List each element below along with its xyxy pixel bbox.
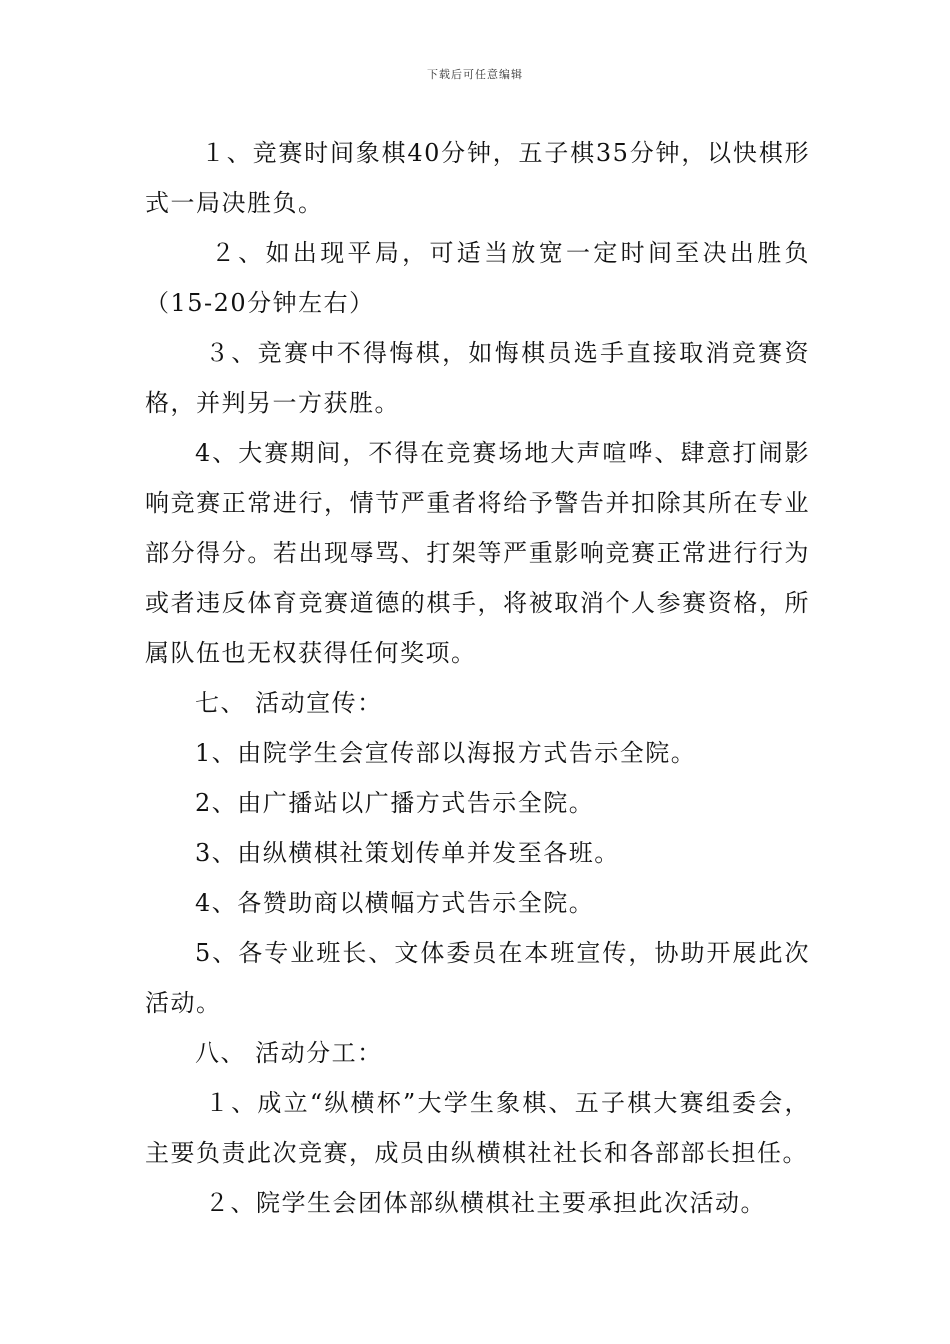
promotion-item-3: 3、由纵横棋社策划传单并发至各班。 [195, 839, 620, 867]
rule-paragraph-2: ２、如出现平局，可适当放宽一定时间至决出胜负（15-20分钟左右） [145, 239, 810, 317]
promotion-item-4: 4、各赞助商以横幅方式告示全院。 [195, 889, 595, 917]
rule-paragraph-3: ３、竞赛中不得悔棋，如悔棋员选手直接取消竞赛资格，并判另一方获胜。 [145, 339, 810, 417]
document-body [145, 128, 810, 1228]
division-item-1: １、成立“纵横杯”大学生象棋、五子棋大赛组委会，主要负责此次竞赛，成员由纵横棋社社长和各部部长担任。 [145, 1089, 810, 1167]
section-heading-promotion: 七、 活动宣传： [195, 689, 383, 717]
promotion-item-2: 2、由广播站以广播方式告示全院。 [195, 789, 595, 817]
promotion-item-5: 5、各专业班长、文体委员在本班宣传，协助开展此次活动。 [145, 939, 810, 1017]
division-item-2: ２、院学生会团体部纵横棋社主要承担此次活动。 [205, 1189, 766, 1217]
rule-paragraph-1: １、竞赛时间象棋40分钟，五子棋35分钟，以快棋形式一局决胜负。 [145, 139, 810, 217]
promotion-item-1: 1、由院学生会宣传部以海报方式告示全院。 [195, 739, 697, 767]
section-heading-division: 八、 活动分工： [195, 1039, 383, 1067]
page-header: 下载后可任意编辑 [427, 68, 523, 81]
rule-paragraph-4: 4、大赛期间，不得在竞赛场地大声喧哗、肆意打闹影响竞赛正常进行，情节严重者将给予警告并扣除其所在专业部分得分。若出现辱骂、打架等严重影响竞赛正常进行行为或者违反体育竞赛道德的棋手，将被取消个人参赛资格，所属队伍也无权获得任何奖项。 [145, 439, 810, 667]
